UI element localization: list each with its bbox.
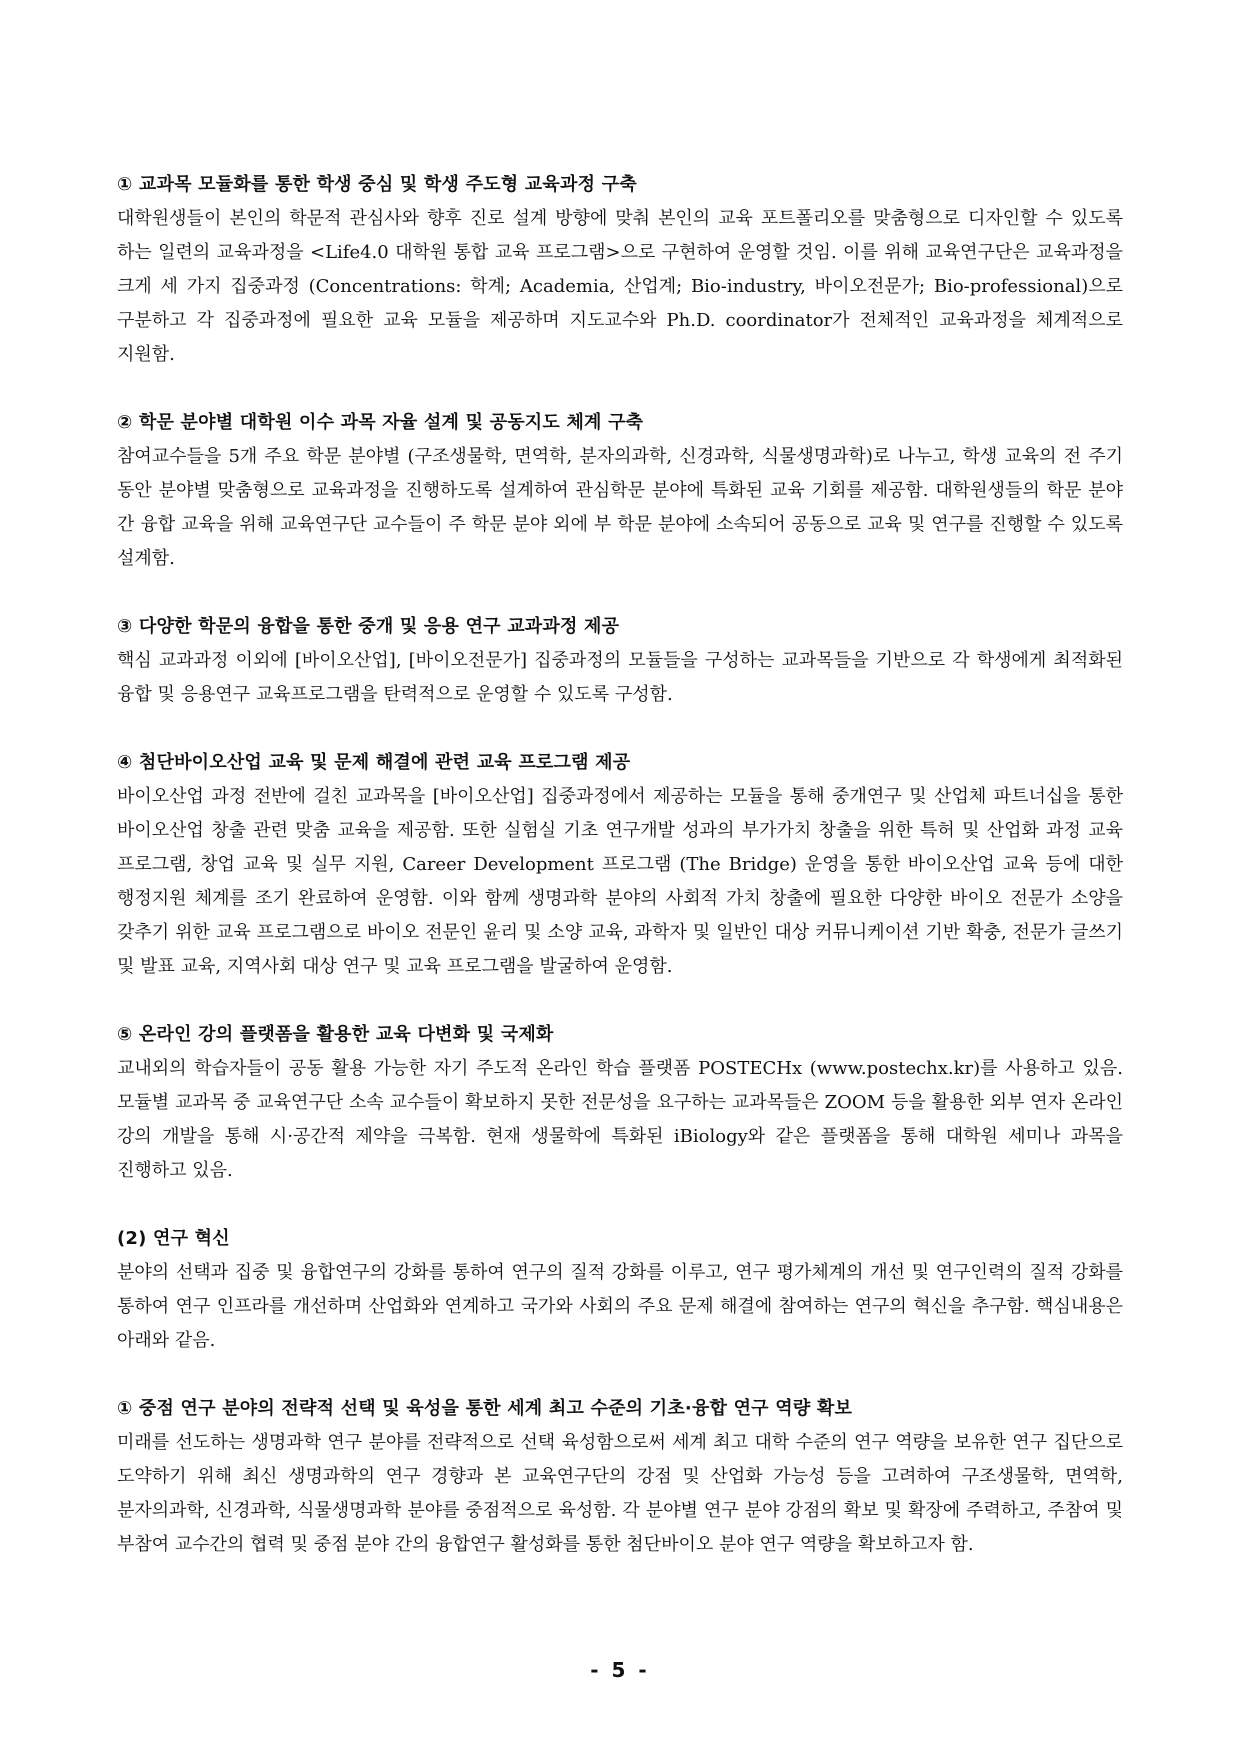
section-body: 바이오산업 과정 전반에 걸친 교과목을 [바이오산업] 집중과정에서 제공하는 모듈을 통해 중개연구 및 산업체 파트너십을 통한 바이오산업 창출 관련 맞춤 교육을 제공함. 또한 실험실 기초 연구개발 성과의 부가가치 창출을 위한 특허 및 산업화 과정 교육 프로그램, 창업 교육 및 실무 지원, Career Development 프로그램 (The Bridge) 운영을 통한 바이오산업 교육 등에 대한 행정지원 체계를 조기 완료하여 운영함. 이와 함께 생명과학 분야의 사회적 가치 창출에 필요한 다양한 바이오 전문가 소양을 갖추기 위한 교육 프로그램으로 바이오 전문인 윤리 및 소양 교육, 과학자 및 일반인 대상 커뮤니케이션 기반 확충, 전문가 글쓰기 및 발표 교육, 지역사회 대상 연구 및 교육 프로그램을 발굴하여 운영함. bbox=[117, 786, 1123, 977]
section-heading: ① 중점 연구 분야의 전략적 선택 및 육성을 통한 세계 최고 수준의 기초·융합 연구 역량 확보 bbox=[117, 1398, 853, 1419]
section-online-platform bbox=[117, 1018, 1123, 1188]
section-heading: ② 학문 분야별 대학원 이수 과목 자율 설계 및 공동지도 체계 구축 bbox=[117, 412, 644, 433]
section-heading: ⑤ 온라인 강의 플랫폼을 활용한 교육 다변화 및 국제화 bbox=[117, 1024, 554, 1045]
section-body: 교내외의 학습자들이 공동 활용 가능한 자기 주도적 온라인 학습 플랫폼 POSTECHx (www.postechx.kr)를 사용하고 있음. 모듈별 교과목 중 교육연구단 소속 교수들이 확보하지 못한 전문성을 요구하는 교과목들은 ZOOM 등을 활용한 외부 연자 온라인 강의 개발을 통해 시·공간적 제약을 극복함. 현재 생물학에 특화된 iBiology와 같은 플랫폼을 통해 대학원 세미나 과목을 진행하고 있음. bbox=[117, 1058, 1123, 1181]
section-strategic-research bbox=[117, 1392, 1123, 1562]
section-research-innovation bbox=[117, 1222, 1123, 1358]
section-course-modularization bbox=[117, 168, 1123, 372]
section-bio-industry-education bbox=[117, 746, 1123, 984]
section-field-design bbox=[117, 406, 1123, 576]
section-heading: ④ 첨단바이오산업 교육 및 문제 해결에 관련 교육 프로그램 제공 bbox=[117, 752, 631, 773]
section-heading: ③ 다양한 학문의 융합을 통한 중개 및 응용 연구 교과과정 제공 bbox=[117, 616, 620, 637]
section-body: 분야의 선택과 집중 및 융합연구의 강화를 통하여 연구의 질적 강화를 이루고, 연구 평가체계의 개선 및 연구인력의 질적 강화를 통하여 연구 인프라를 개선하며 산업화와 연계하고 국가와 사회의 주요 문제 해결에 참여하는 연구의 혁신을 추구함. 핵심내용은 아래와 같음. bbox=[117, 1262, 1123, 1351]
page-number: - 5 - bbox=[590, 1658, 650, 1682]
section-body: 핵심 교과과정 이외에 [바이오산업], [바이오전문가] 집중과정의 모듈들을 구성하는 교과목들을 기반으로 각 학생에게 최적화된 융합 및 응용연구 교육프로그램을 탄력적으로 운영할 수 있도록 구성함. bbox=[117, 650, 1123, 705]
section-body: 참여교수들을 5개 주요 학문 분야별 (구조생물학, 면역학, 분자의과학, 신경과학, 식물생명과학)로 나누고, 학생 교육의 전 주기 동안 분야별 맞춤형으로 교육과정을 진행하도록 설계하여 관심학문 분야에 특화된 교육 기회를 제공함. 대학원생들의 학문 분야 간 융합 교육을 위해 교육연구단 교수들이 주 학문 분야 외에 부 학문 분야에 소속되어 공동으로 교육 및 연구를 진행할 수 있도록 설계함. bbox=[117, 446, 1123, 569]
section-body: 대학원생들이 본인의 학문적 관심사와 향후 진로 설계 방향에 맞춰 본인의 교육 포트폴리오를 맞춤형으로 디자인할 수 있도록 하는 일련의 교육과정을 <Life4.0 대학원 통합 교육 프로그램>으로 구현하여 운영할 것임. 이를 위해 교육연구단은 교육과정을 크게 세 가지 집중과정 (Concentrations: 학계; Academia, 산업계; Bio-industry, 바이오전문가; Bio-professional)으로 구분하고 각 집중과정에 필요한 교육 모듈을 제공하며 지도교수와 Ph.D. coordinator가 전체적인 교육과정을 체계적으로 지원함. bbox=[117, 208, 1123, 365]
document-page bbox=[117, 168, 1123, 1596]
section-heading: (2) 연구 혁신 bbox=[117, 1228, 230, 1249]
section-heading: ① 교과목 모듈화를 통한 학생 중심 및 학생 주도형 교육과정 구축 bbox=[117, 174, 637, 195]
section-body: 미래를 선도하는 생명과학 연구 분야를 전략적으로 선택 육성함으로써 세계 최고 대학 수준의 연구 역량을 보유한 연구 집단으로 도약하기 위해 최신 생명과학의 연구 경향과 본 교육연구단의 강점 및 산업화 가능성 등을 고려하여 구조생물학, 면역학, 분자의과학, 신경과학, 식물생명과학 분야를 중점적으로 육성함. 각 분야별 연구 분야 강점의 확보 및 확장에 주력하고, 주참여 및 부참여 교수간의 협력 및 중점 분야 간의 융합연구 활성화를 통한 첨단바이오 분야 연구 역량을 확보하고자 함. bbox=[117, 1432, 1123, 1555]
section-translational-research bbox=[117, 610, 1123, 712]
